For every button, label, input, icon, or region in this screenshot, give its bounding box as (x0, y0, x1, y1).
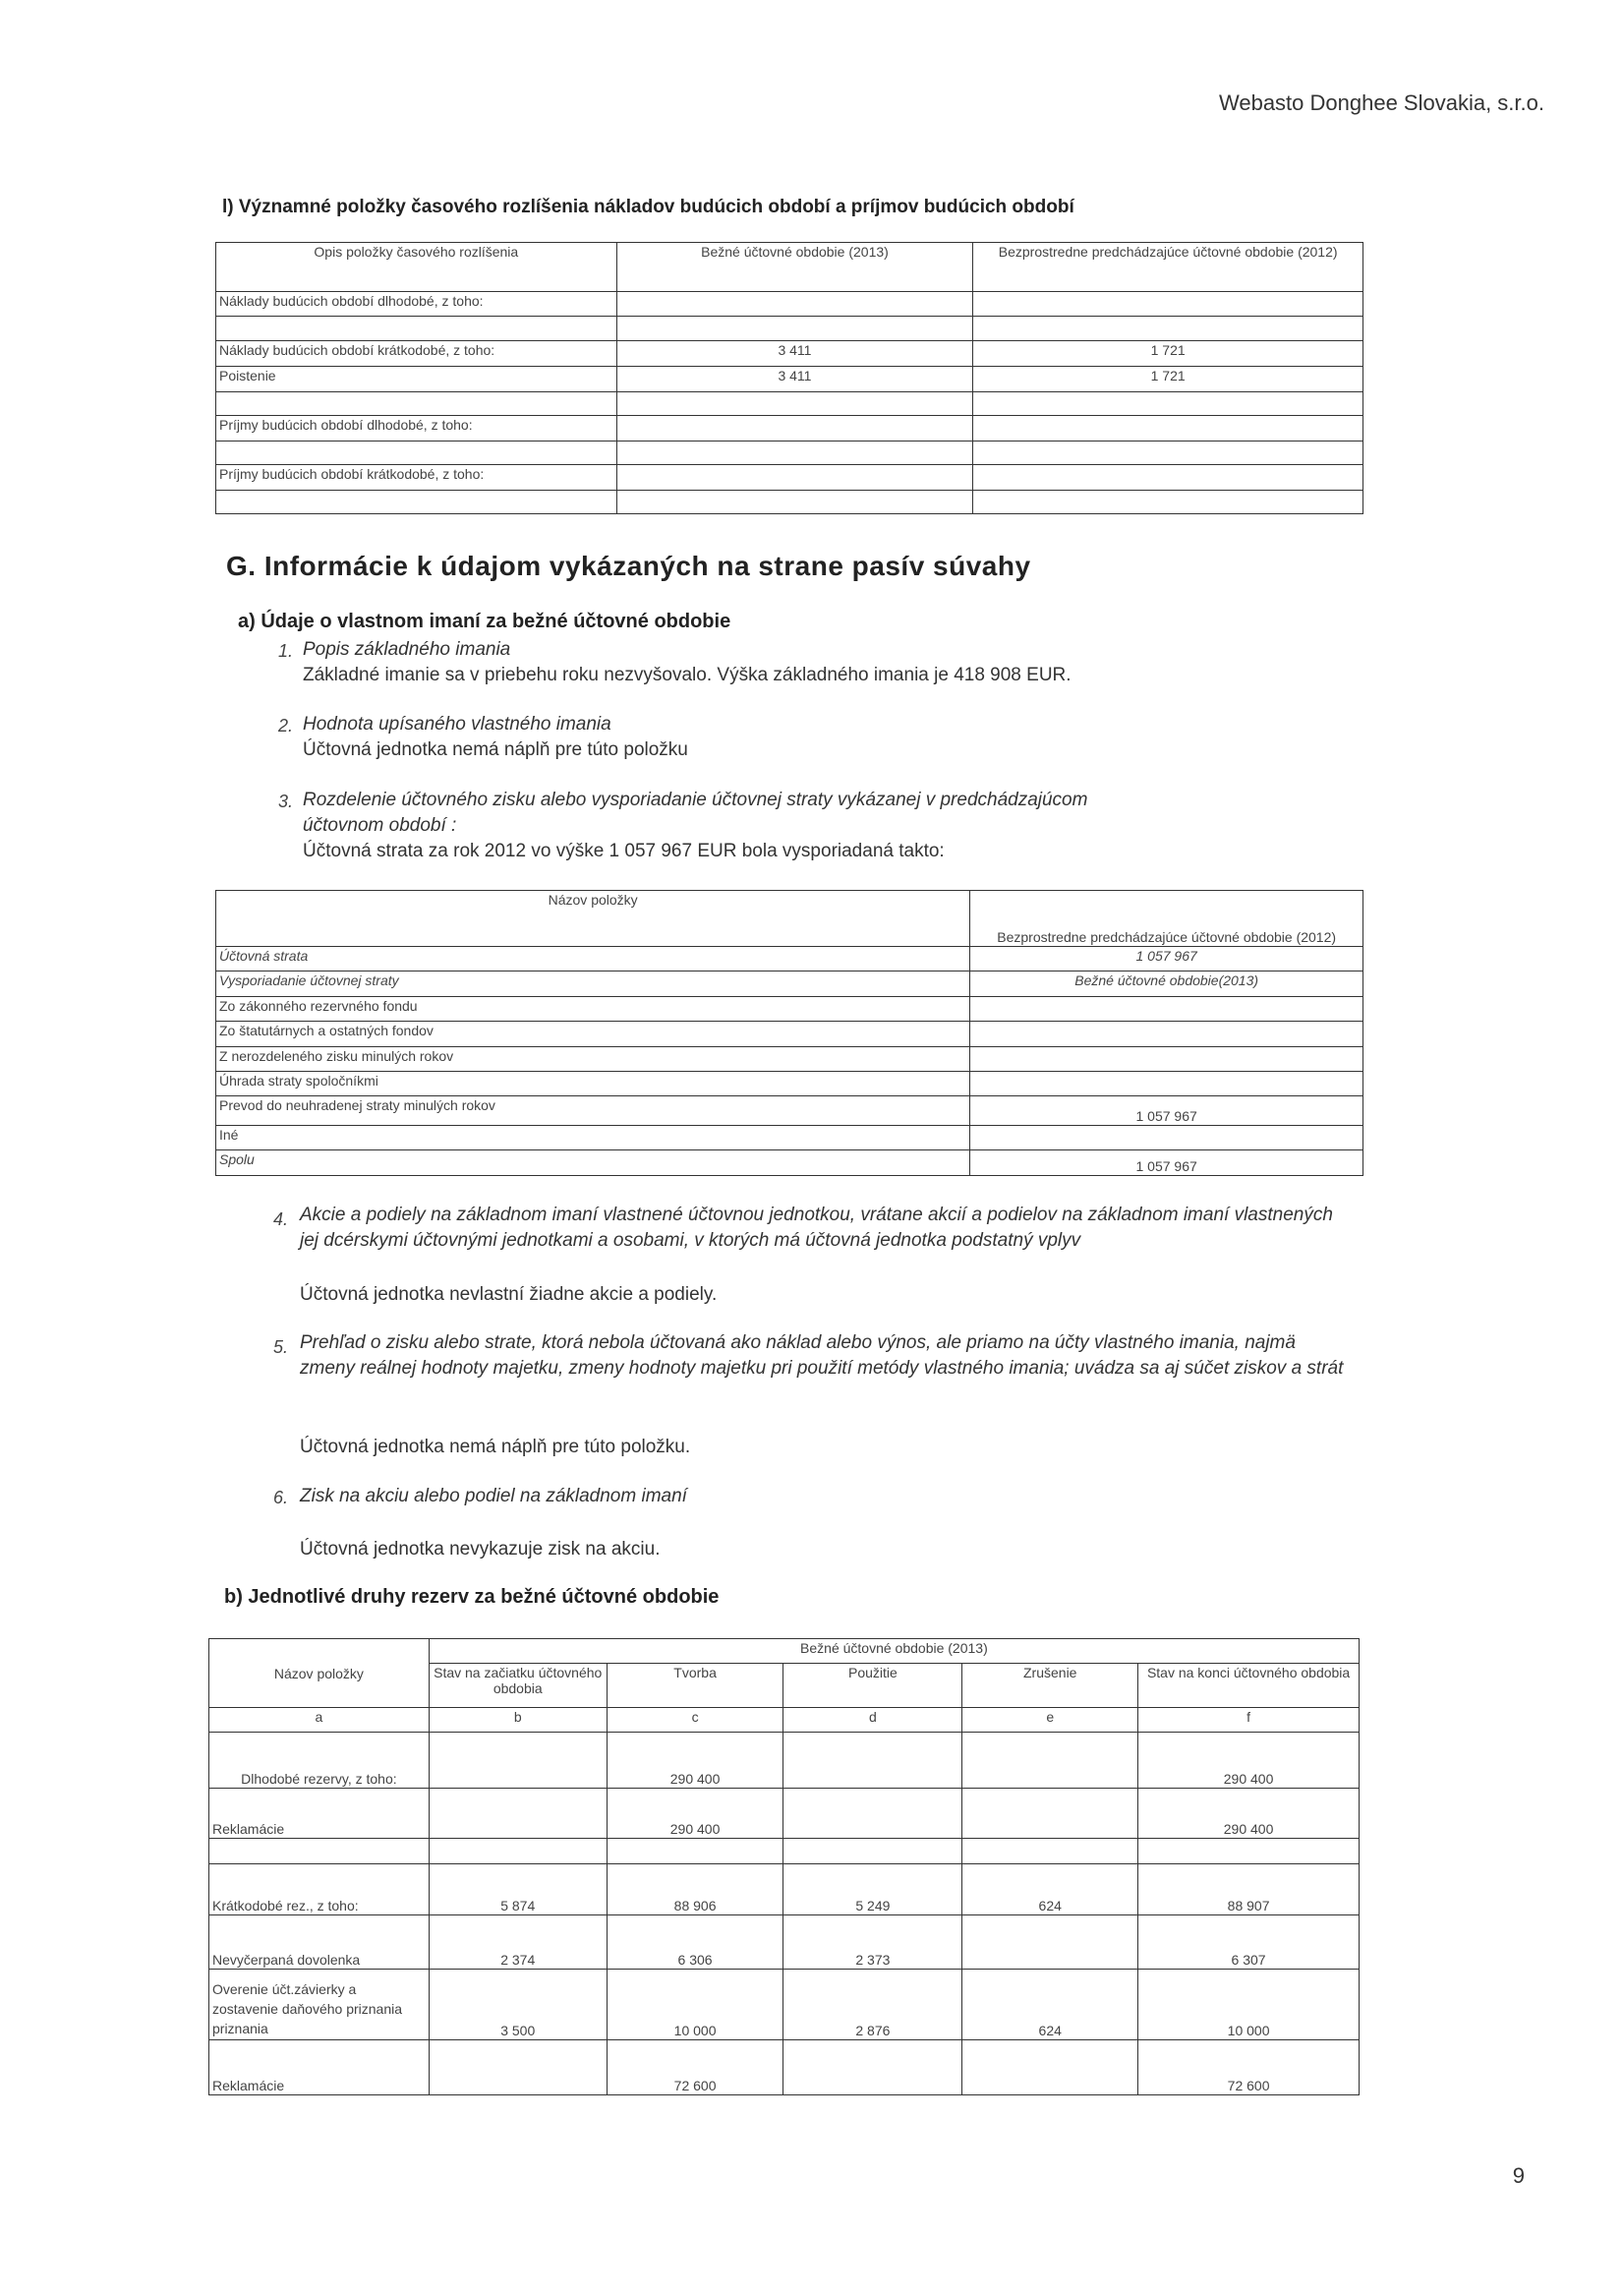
item-number: 2. (278, 716, 294, 736)
reserves-col-letter: a (209, 1708, 430, 1733)
reserves-header-name: Názov položky (209, 1639, 430, 1708)
subsection-a-title: a) Údaje o vlastnom imaní za bežné účtovné obdobie (238, 611, 731, 632)
loss-row-label: Prevod do neuhradenej straty minulých rokov (216, 1096, 970, 1126)
accruals-row-current: 3 411 (616, 341, 973, 367)
loss-row-value: Bežné účtovné obdobie(2013) (970, 971, 1363, 997)
accruals-row-current (616, 292, 973, 317)
section-g-heading: G. Informácie k údajom vykázaných na strane pasív súvahy (226, 551, 1031, 581)
reserves-cell-e (962, 1789, 1138, 1839)
loss-row-value (970, 997, 1363, 1022)
loss-row-label: Úhrada straty spoločníkmi (216, 1072, 970, 1096)
reserves-cell-e: 624 (962, 1864, 1138, 1915)
loss-row-value: 1 057 967 (970, 1096, 1363, 1126)
reserves-cell-f: 290 400 (1138, 1733, 1360, 1789)
loss-row-value (970, 1072, 1363, 1096)
reserves-cell-c: 290 400 (607, 1733, 783, 1789)
reserves-cell-c: 10 000 (607, 1970, 783, 2040)
item-title: Popis základného imania (303, 639, 511, 660)
reserves-cell-b: 5 874 (429, 1864, 607, 1915)
loss-row-label: Vysporiadanie účtovnej straty (216, 971, 970, 997)
item-number: 5. (273, 1337, 289, 1357)
loss-row-label: Zo štatutárnych a ostatných fondov (216, 1022, 970, 1047)
reserves-cell-e (962, 1915, 1138, 1970)
accruals-row-previous (973, 292, 1363, 317)
accruals-row-label: Náklady budúcich období krátkodobé, z toho: (216, 341, 617, 367)
item-title: Zisk na akciu alebo podiel na základnom imaní (300, 1486, 687, 1506)
accruals-row-previous (973, 465, 1363, 491)
reserves-cell-f: 290 400 (1138, 1789, 1360, 1839)
accruals-table (215, 242, 1363, 514)
accruals-row-previous (973, 416, 1363, 442)
item-number: 6. (273, 1488, 289, 1507)
reserves-header-cancellation: Zrušenie (962, 1664, 1138, 1708)
reserves-header-usage: Použitie (783, 1664, 962, 1708)
reserves-cell-f: 88 907 (1138, 1864, 1360, 1915)
item-title: Prehľad o zisku alebo strate, ktorá nebola účtovaná ako náklad alebo výnos, ale priamo na účty vlastného imania, najmä (300, 1332, 1296, 1353)
accruals-header-previous: Bezprostredne predchádzajúce účtovné obdobie (2012) (973, 243, 1363, 292)
item-text: Účtovná jednotka nemá náplň pre túto položku. (300, 1437, 691, 1457)
reserves-table (208, 1638, 1360, 2095)
reserves-row-label: Reklamácie (209, 2040, 430, 2095)
reserves-header-creation: Tvorba (607, 1664, 783, 1708)
reserves-cell-c: 290 400 (607, 1789, 783, 1839)
loss-row-label: Z nerozdeleného zisku minulých rokov (216, 1047, 970, 1072)
reserves-period-header: Bežné účtovné obdobie (2013) (429, 1639, 1359, 1664)
subsection-b-title: b) Jednotlivé druhy rezerv za bežné účtovné obdobie (224, 1586, 720, 1608)
loss-row-value (970, 1126, 1363, 1150)
reserves-cell-d: 2 373 (783, 1915, 962, 1970)
item-title: Rozdelenie účtovného zisku alebo vysporiadanie účtovnej straty vykázanej v predchádzajúcom (303, 790, 1088, 810)
loss-row-label: Iné (216, 1126, 970, 1150)
reserves-cell-b: 2 374 (429, 1915, 607, 1970)
reserves-cell-d: 5 249 (783, 1864, 962, 1915)
reserves-cell-d (783, 1789, 962, 1839)
company-name: Webasto Donghee Slovakia, s.r.o. (1218, 90, 1544, 115)
reserves-cell-b (429, 1789, 607, 1839)
reserves-cell-f: 6 307 (1138, 1915, 1360, 1970)
accruals-row-label: Náklady budúcich období dlhodobé, z toho: (216, 292, 617, 317)
item-number: 1. (278, 641, 294, 661)
reserves-cell-b: 3 500 (429, 1970, 607, 2040)
loss-row-value: 1 057 967 (970, 947, 1363, 971)
reserves-row-label: Krátkodobé rez., z toho: (209, 1864, 430, 1915)
accruals-row-current: 3 411 (616, 367, 973, 392)
reserves-header-end: Stav na konci účtovného obdobia (1138, 1664, 1360, 1708)
item-title: Hodnota upísaného vlastného imania (303, 714, 611, 735)
loss-row-value: 1 057 967 (970, 1150, 1363, 1176)
accruals-row-previous: 1 721 (973, 341, 1363, 367)
accruals-row-current (616, 465, 973, 491)
loss-row-value (970, 1047, 1363, 1072)
loss-header-period: Bezprostredne predchádzajúce účtovné obdobie (2012) (970, 891, 1363, 947)
reserves-col-letter: f (1138, 1708, 1360, 1733)
reserves-cell-e (962, 1733, 1138, 1789)
reserves-col-letter: d (783, 1708, 962, 1733)
reserves-row-label: Nevyčerpaná dovolenka (209, 1915, 430, 1970)
reserves-cell-d: 2 876 (783, 1970, 962, 2040)
item-title: zmeny reálnej hodnoty majetku, zmeny hodnoty majetku pri použití metódy vlastného imania; uvádza sa aj súčet ziskov a strát (300, 1358, 1344, 1379)
loss-row-value (970, 1022, 1363, 1047)
reserves-col-letter: b (429, 1708, 607, 1733)
reserves-cell-d (783, 2040, 962, 2095)
reserves-cell-d (783, 1733, 962, 1789)
reserves-cell-e (962, 2040, 1138, 2095)
loss-row-label: Zo zákonného rezervného fondu (216, 997, 970, 1022)
reserves-cell-c: 6 306 (607, 1915, 783, 1970)
reserves-cell-b (429, 1733, 607, 1789)
reserves-cell-e: 624 (962, 1970, 1138, 2040)
accruals-row-label: Poistenie (216, 367, 617, 392)
accruals-row-label: Príjmy budúcich období dlhodobé, z toho: (216, 416, 617, 442)
item-title: účtovnom období : (303, 815, 457, 836)
item-text: Účtovná jednotka nevlastní žiadne akcie a podiely. (300, 1284, 718, 1305)
item-text: Účtovná strata za rok 2012 vo výške 1 057 967 EUR bola vysporiadaná takto: (303, 841, 945, 861)
item-text: Účtovná jednotka nevykazuje zisk na akciu. (300, 1539, 661, 1560)
reserves-cell-c: 72 600 (607, 2040, 783, 2095)
loss-settlement-table (215, 890, 1363, 1176)
accruals-header-current: Bežné účtovné obdobie (2013) (616, 243, 973, 292)
reserves-col-letter: c (607, 1708, 783, 1733)
reserves-cell-c: 88 906 (607, 1864, 783, 1915)
loss-header-name: Názov položky (216, 891, 970, 947)
item-text: Základné imanie sa v priebehu roku nezvyšovalo. Výška základného imania je 418 908 EUR. (303, 665, 1072, 685)
accruals-row-previous: 1 721 (973, 367, 1363, 392)
loss-row-label: Účtovná strata (216, 947, 970, 971)
accruals-header-desc: Opis položky časového rozlíšenia (216, 243, 617, 292)
section-l-title: l) Významné položky časového rozlíšenia nákladov budúcich období a príjmov budúcich období (222, 197, 1074, 217)
reserves-cell-f: 10 000 (1138, 1970, 1360, 2040)
item-title: Akcie a podiely na základnom imaní vlastnené účtovnou jednotkou, vrátane akcií a podielov na základnom imaní vlastnených (300, 1205, 1333, 1225)
item-text: Účtovná jednotka nemá náplň pre túto položku (303, 739, 688, 760)
loss-row-label: Spolu (216, 1150, 970, 1176)
item-title: jej dcérskymi účtovnými jednotkami a osobami, v ktorých má účtovná jednotka podstatný vplyv (300, 1230, 1081, 1251)
item-number: 4. (273, 1209, 289, 1229)
accruals-row-label: Príjmy budúcich období krátkodobé, z toho: (216, 465, 617, 491)
reserves-row-label: Dlhodobé rezervy, z toho: (209, 1733, 430, 1789)
page-number: 9 (1512, 2163, 1525, 2188)
reserves-col-letter: e (962, 1708, 1138, 1733)
reserves-cell-b (429, 2040, 607, 2095)
item-number: 3. (278, 792, 294, 811)
reserves-header-start: Stav na začiatku účtovného obdobia (429, 1664, 607, 1708)
reserves-row-label: Reklamácie (209, 1789, 430, 1839)
accruals-row-current (616, 416, 973, 442)
reserves-row-label: Overenie účt.závierky a zostavenie daňového priznania priznania (209, 1970, 430, 2040)
reserves-cell-f: 72 600 (1138, 2040, 1360, 2095)
